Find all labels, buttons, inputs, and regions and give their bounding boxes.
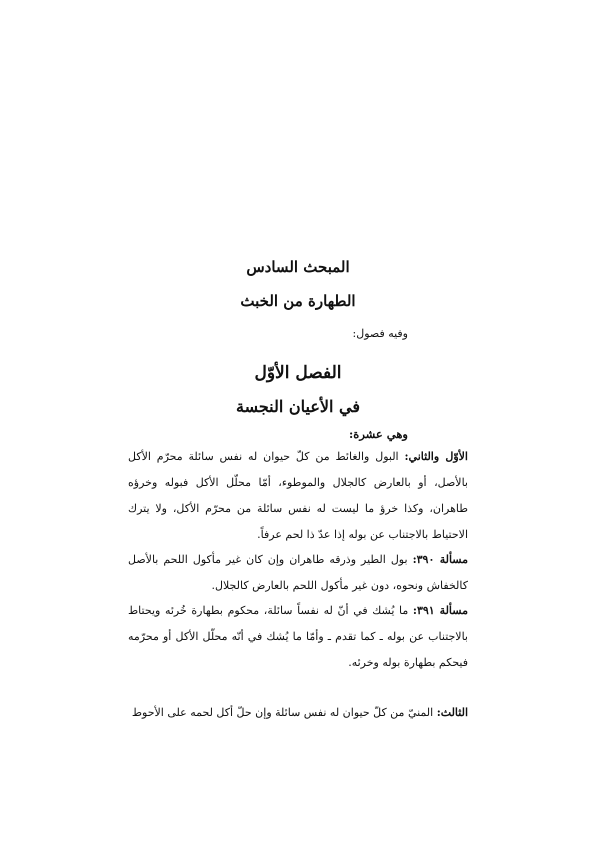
paragraph-label: الثالث: bbox=[436, 706, 468, 719]
paragraph bbox=[128, 700, 468, 726]
paragraph-text: بول الطير وذرقه طاهران وإن كان غير مأكول اللحم بالأصل كالخفاش ونحوه، دون غير مأكول اللحم بالعارض كالجلال. bbox=[128, 553, 468, 592]
list-intro: وهي عشرة: bbox=[349, 427, 408, 441]
paragraph bbox=[128, 598, 468, 676]
paragraph-label: مسألة ٣٩٠: bbox=[412, 553, 468, 566]
paragraph-text: البول والغائط من كلّ حيوان له نفس سائلة محرّم الأكل بالأصل، أو بالعارض كالجلال والموطوء، أمّا محلّل الأكل فبوله وخرؤه طاهران، وكذا خرؤ ما ليست له نفس سائلة من محرّم الأكل، ولا يترك الاحتياط بالاجتناب عن بوله إذا عدّ ذا لحم عرفاً. bbox=[128, 450, 468, 541]
chapter-title: المبحث السادس bbox=[246, 258, 350, 276]
intro-text: وفيه فصول: bbox=[352, 327, 408, 340]
paragraph-label: مسألة ٣٩١: bbox=[412, 604, 468, 617]
section-title: الطهارة من الخبث bbox=[240, 292, 356, 310]
paragraph-text: المنيّ من كلّ حيوان له نفس سائلة وإن حلّ أكل لحمه على الأحوط bbox=[131, 706, 437, 719]
fasl-number: الفصل الأوّل bbox=[254, 363, 342, 383]
paragraph-text: ما يُشك في أنّ له نفساً سائلة، محكوم بطهارة خُرئه ويحتاط بالاجتناب عن بوله ـ كما تقدم ـ وأمّا ما يُشك في أنّه محلّل الأكل أو محرّمه فيحكم بطهارة بوله وخرئه. bbox=[128, 604, 468, 669]
paragraph bbox=[128, 547, 468, 599]
paragraph-label: الأوّل والثاني: bbox=[404, 450, 468, 463]
paragraph bbox=[128, 444, 468, 548]
fasl-title: في الأعيان النجسة bbox=[235, 397, 361, 416]
